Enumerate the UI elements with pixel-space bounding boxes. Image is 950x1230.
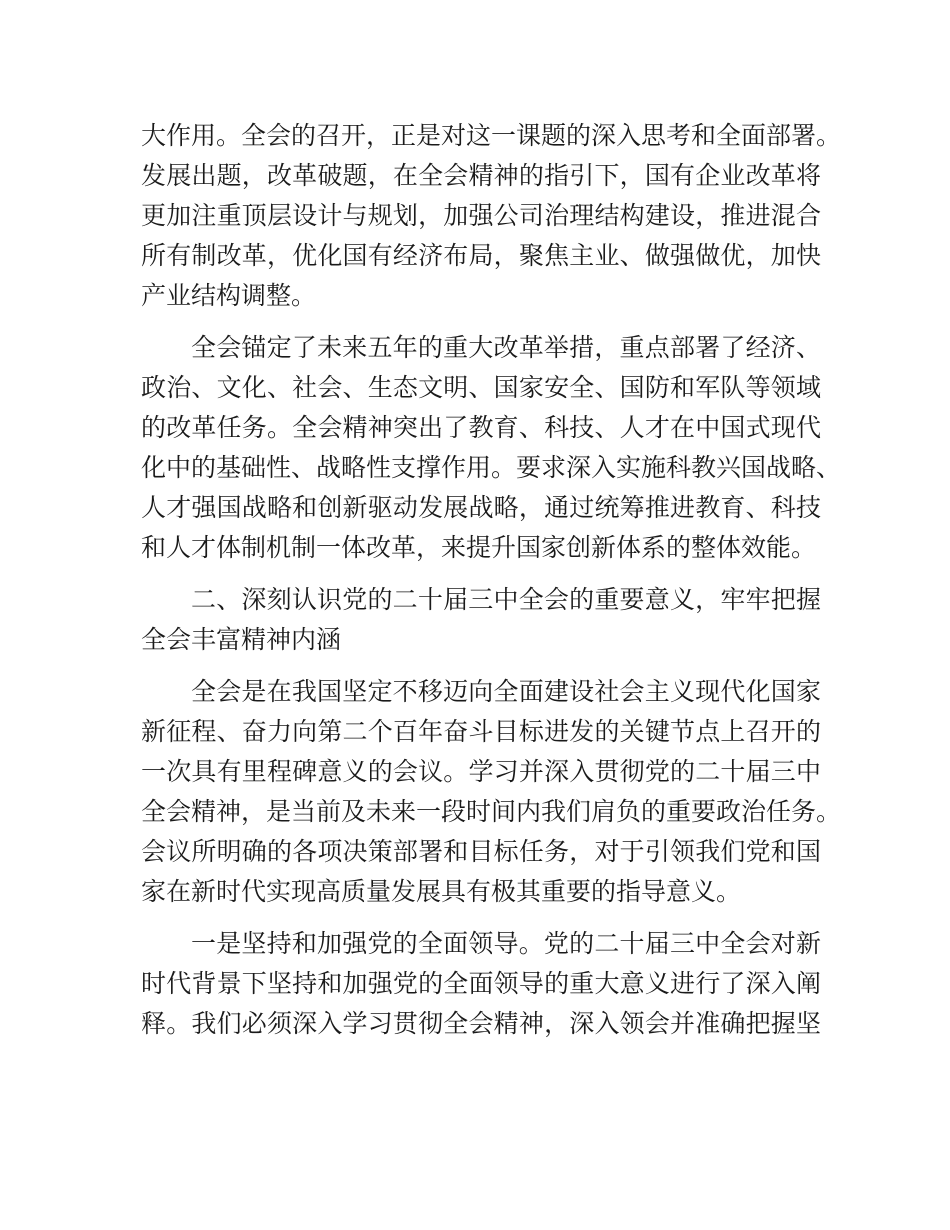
text-line: 新征程、奋力向第二个百年奋斗目标进发的关键节点上召开的 — [141, 717, 821, 746]
text-line: 大作用。全会的召开，正是对这一课题的深入思考和全面部署。 — [141, 121, 842, 150]
heading-line: 全会丰富精神内涵 — [141, 625, 342, 654]
paragraph-1 — [141, 116, 842, 316]
paragraph-4 — [141, 924, 821, 1044]
text-line: 时代背景下坚持和加强党的全面领导的重大意义进行了深入阐 — [141, 969, 821, 998]
text-line: 释。我们必须深入学习贯彻全会精神，深入领会并准确把握坚 — [141, 1009, 821, 1038]
text-line: 全会精神，是当前及未来一段时间内我们肩负的重要政治任务。 — [141, 797, 842, 826]
text-line: 产业结构调整。 — [141, 281, 317, 310]
text-line: 人才强国战略和创新驱动发展战略，通过统筹推进教育、科技 — [141, 493, 821, 522]
text-line: 全会是在我国坚定不移迈向全面建设社会主义现代化国家 — [191, 677, 821, 706]
text-line: 更加注重顶层设计与规划，加强公司治理结构建设，推进混合 — [141, 201, 821, 230]
text-line: 一次具有里程碑意义的会议。学习并深入贯彻党的二十届三中 — [141, 757, 821, 786]
text-line: 会议所明确的各项决策部署和目标任务，对于引领我们党和国 — [141, 837, 821, 866]
paragraph-3 — [141, 672, 842, 912]
text-line: 一是坚持和加强党的全面领导。党的二十届三中全会对新 — [191, 929, 821, 958]
text-line: 发展出题，改革破题，在全会精神的指引下，国有企业改革将 — [141, 161, 821, 190]
section-heading-2 — [141, 580, 821, 660]
text-line: 全会锚定了未来五年的重大改革举措，重点部署了经济、 — [191, 333, 821, 362]
heading-line: 二、深刻认识党的二十届三中全会的重要意义，牢牢把握 — [191, 585, 821, 614]
text-line: 政治、文化、社会、生态文明、国家安全、国防和军队等领域 — [141, 373, 821, 402]
text-line: 家在新时代实现高质量发展具有极其重要的指导意义。 — [141, 877, 742, 906]
paragraph-2 — [141, 328, 842, 568]
text-line: 和人才体制机制一体改革，来提升国家创新体系的整体效能。 — [141, 533, 817, 562]
text-line: 的改革任务。全会精神突出了教育、科技、人才在中国式现代 — [141, 413, 821, 442]
document-body — [141, 116, 842, 1056]
text-line: 化中的基础性、战略性支撑作用。要求深入实施科教兴国战略、 — [141, 453, 842, 482]
text-line: 所有制改革，优化国有经济布局，聚焦主业、做强做优，加快 — [141, 241, 821, 270]
